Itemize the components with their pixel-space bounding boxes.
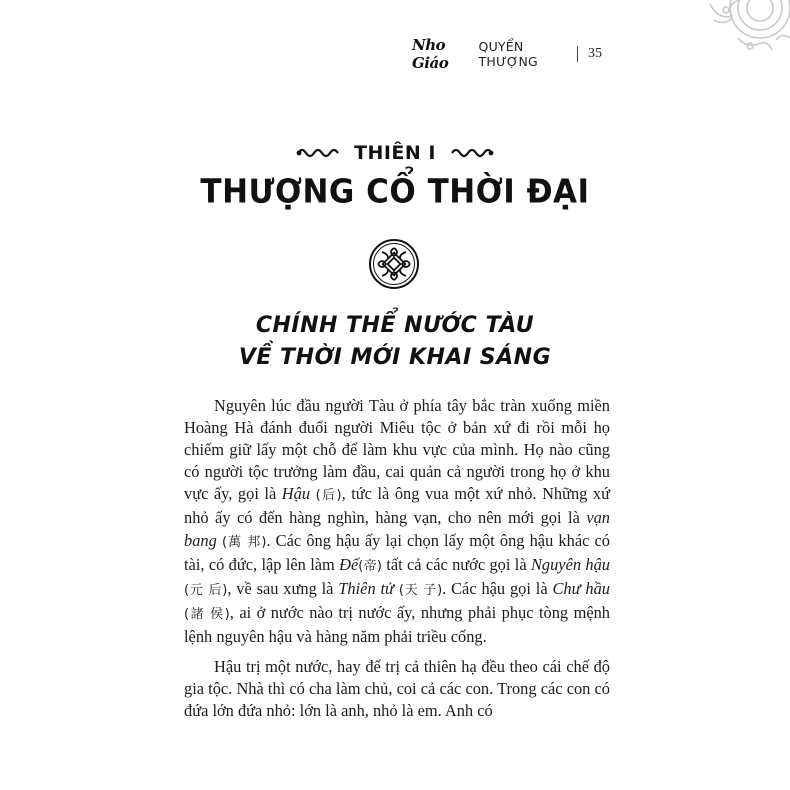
han-characters: (萬 邦) [221,534,267,550]
right-swirl-ornament-icon [450,146,494,160]
term-de: Đế [339,554,359,574]
text-run: tất cả các nước gọi là [381,554,531,574]
han-characters: (后) [315,488,342,504]
chapter-label: THIÊN I [354,142,436,164]
left-swirl-ornament-icon [296,146,340,160]
section-title-line-2: VỀ THỜI MỚI KHAI SÁNG [238,345,552,370]
text-run: . Các ông hậu ấy lại chọn lấy một ông hậu khác có tài, có đức, lập lên làm [184,530,610,574]
chapter-title: THƯỢNG CỔ THỜI ĐẠI [200,173,590,211]
section-title [0,310,790,374]
header-volume: QUYỂN THƯỢNG [478,39,538,69]
han-characters: (諸 侯) [184,606,230,622]
paragraph-2: Hậu trị một nước, hay đế trị cả thiên hạ đều theo cái chế độ gia tộc. Nhà thì có cha làm chủ, coi cả các con. Trong các con có đứa lớn đứa nhỏ: lớn là anh, nhỏ là em. Anh có [184,657,610,721]
han-characters: (帝) [358,558,382,574]
term-hau: Hậu [281,484,311,504]
text-run: Nguyên lúc đầu người Tàu ở phía tây bắc tràn xuống miền Hoàng Hà đánh đuổi người Miêu tộc ở bản xứ đi rồi mỗi họ chiếm giữ lấy một chỗ để làm khu vực của mình. Họ nào cũng có người tộc trưởng làm đầu, cai quản cả người trong họ ở khu vực ấy, gọi là [184,396,610,504]
han-characters: (元 后) [184,582,228,598]
body-text [184,395,610,730]
endless-knot-emblem-icon [368,238,420,290]
header-divider [577,46,578,62]
chapter-heading [0,140,790,166]
header-logo: Nho Giáo [412,36,449,72]
running-header [412,36,602,72]
text-run: . Các hậu gọi là [442,578,553,598]
page-number: 35 [587,46,602,61]
term-thien-tu: Thiên tử [338,578,394,598]
text-run: , tức là ông vua một xứ nhỏ. Những xứ nhỏ ấy có đến hàng nghìn, hàng vạn, cho nên mới gọi là [184,484,610,528]
text-run: , về sau xưng là [227,578,339,598]
section-title-line-1: CHÍNH THỂ NƯỚC TÀU [255,313,535,338]
text-run: , ai ở nước nào trị nước ấy, nhưng phải phục tòng mệnh lệnh nguyên hậu và hàng năm phải triều cống. [184,602,610,646]
han-characters: (天 子) [398,582,443,598]
term-nguyen-hau: Nguyên hậu [530,554,610,574]
term-van-bang: vạn bang [184,508,610,550]
term-chu-hau: Chư hầu [552,578,610,598]
corner-ornament [650,0,790,60]
paragraph-1 [184,395,610,648]
